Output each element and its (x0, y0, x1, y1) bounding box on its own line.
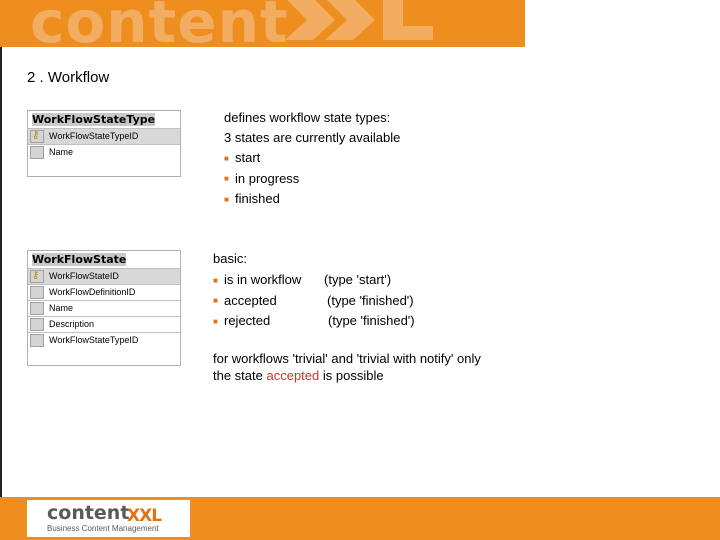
bullet-icon: ■ (213, 275, 218, 285)
list-item: ■ finished (224, 189, 400, 210)
description-line: 3 states are currently available (224, 130, 401, 145)
table-title: WorkFlowState (32, 253, 127, 266)
note-line: the state accepted is possible (213, 368, 384, 383)
table-title: WorkFlowStateType (32, 113, 156, 126)
footer-band (0, 497, 720, 540)
section-heading: basic: (213, 251, 247, 266)
list-item: ■ start (224, 148, 400, 169)
left-border (0, 47, 2, 497)
note-line: for workflows 'trivial' and 'trivial with notify' only (213, 351, 481, 366)
column-name: WorkFlowStateID (49, 271, 119, 281)
table-row (28, 332, 180, 348)
xxl-watermark-icon (285, 0, 500, 40)
table-row (28, 128, 180, 144)
footer-logo-xxl: XXL (127, 506, 162, 526)
list-item: ■ in progress (224, 169, 400, 190)
bullet-icon: ■ (224, 174, 229, 184)
table-row (28, 268, 180, 284)
description-line: defines workflow state types: (224, 110, 391, 125)
table-row (28, 144, 180, 160)
footer-logo-text: content (47, 502, 130, 524)
primary-key-icon: ⚷ (32, 130, 40, 141)
column-name: Description (49, 319, 95, 329)
highlighted-state: accepted (266, 368, 320, 383)
table-workflowstatetype (27, 110, 181, 177)
table-row (28, 284, 180, 300)
slide-title: 2 . Workflow (27, 69, 110, 86)
list-item: ■ rejected (type 'finished') (213, 311, 473, 332)
basic-states-list (213, 249, 473, 332)
footer-logo (27, 500, 190, 537)
list-item: ■ is in workflow (type 'start') (213, 270, 473, 291)
header-watermark-logo: content (30, 0, 289, 47)
state-types-description (224, 108, 400, 210)
column-name: WorkFlowStateTypeID (49, 131, 139, 141)
trivial-workflow-note (213, 350, 481, 384)
bullet-icon: ■ (213, 316, 218, 326)
column-name: WorkFlowDefinitionID (49, 287, 136, 297)
bullet-icon: ■ (224, 153, 229, 163)
bullet-icon: ■ (213, 296, 218, 306)
table-row (28, 300, 180, 316)
bullet-icon: ■ (224, 194, 229, 204)
header-band (0, 0, 525, 47)
primary-key-icon: ⚷ (32, 270, 40, 281)
footer-logo-tagline: Business Content Management (47, 524, 159, 533)
table-row (28, 316, 180, 332)
column-name: Name (49, 303, 74, 313)
table-workflowstate (27, 250, 181, 366)
list-item: ■ accepted (type 'finished') (213, 291, 473, 312)
column-name: WorkFlowStateTypeID (49, 335, 139, 345)
column-name: Name (49, 147, 74, 157)
